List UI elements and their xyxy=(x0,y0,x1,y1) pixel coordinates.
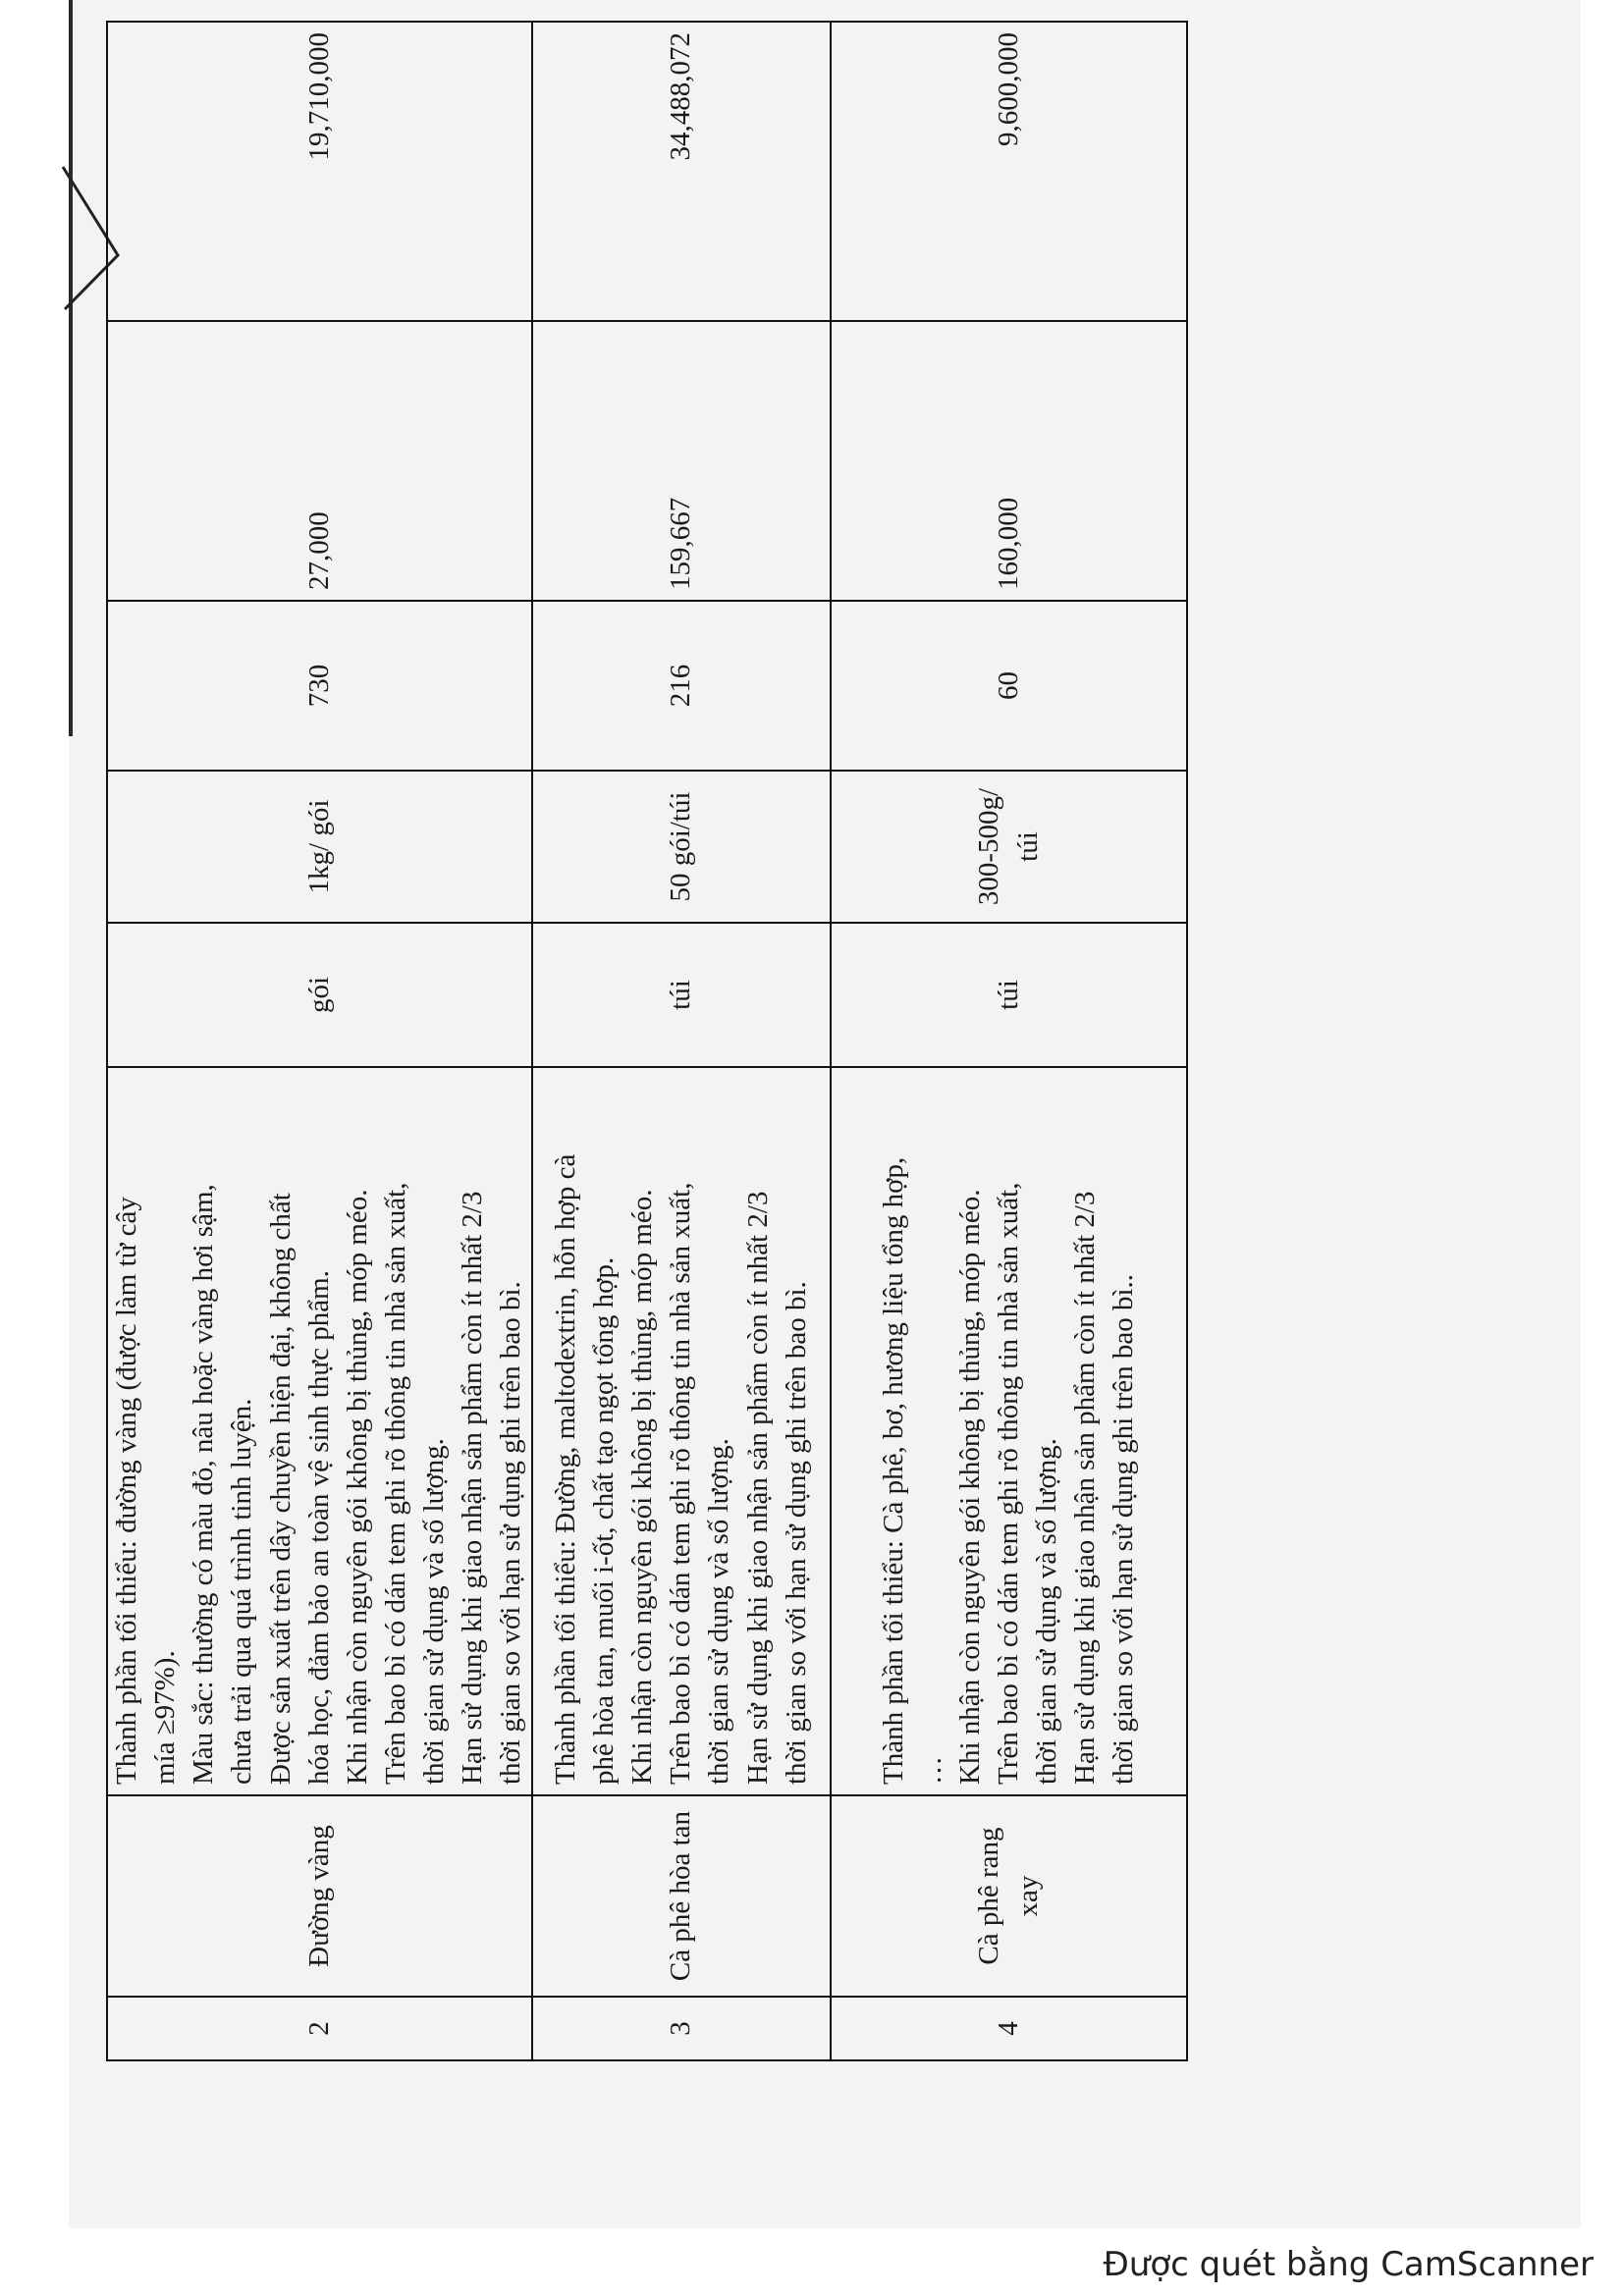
table-row xyxy=(107,22,532,2060)
spec-line: Hạn sử dụng khi giao nhận sản phẩm còn ít nhất 2/3 xyxy=(1069,1191,1102,1785)
spec-line: chưa trải qua quá trình tinh luyện. xyxy=(226,1398,258,1785)
spec-line: Được sản xuất trên dây chuyền hiện đại, không chất xyxy=(264,1193,297,1785)
product-name: Đường vàng xyxy=(107,1795,532,1997)
unit: túi xyxy=(532,923,832,1067)
total-amount: 34,488,072 xyxy=(532,22,832,321)
spec-line: thời gian sử dụng và số lượng. xyxy=(703,1438,735,1785)
product-spec xyxy=(107,1067,532,1795)
unit: gói xyxy=(107,923,532,1067)
row-number: 4 xyxy=(831,1997,1187,2060)
spec-line: thời gian sử dụng và số lượng. xyxy=(1031,1438,1063,1785)
spec-line: thời gian sử dụng và số lượng. xyxy=(418,1438,451,1785)
camscanner-watermark: Được quét bằng CamScanner xyxy=(1103,2245,1594,2284)
product-spec-table xyxy=(106,21,1188,2061)
spec-line: thời gian so với hạn sử dụng ghi trên bao bì.. xyxy=(1108,1273,1140,1785)
spec-line: Màu sắc: thường có màu đỏ, nâu hoặc vàng hơi sậm, xyxy=(188,1184,220,1785)
spec-line: thời gian so với hạn sử dụng ghi trên bao bì. xyxy=(780,1281,812,1785)
spec-line: Hạn sử dụng khi giao nhận sản phẩm còn ít nhất 2/3 xyxy=(457,1191,489,1785)
packaging: 50 gói/túi xyxy=(532,771,832,923)
product-name: Cà phê rang xay xyxy=(831,1795,1187,1997)
spec-line: thời gian so với hạn sử dụng ghi trên bao bì. xyxy=(495,1281,527,1785)
spec-line: phê hòa tan, muối i-ốt, chất tạo ngọt tổng hợp. xyxy=(587,1256,620,1785)
packaging: 1kg/ gói xyxy=(107,771,532,923)
table-row xyxy=(831,22,1187,2060)
spec-line: Thành phần tối thiểu: Đường, maltodextrin, hỗn hợp cà xyxy=(549,1153,581,1785)
row-number: 3 xyxy=(532,1997,832,2060)
spec-line: hóa học, đảm bảo an toàn vệ sinh thực phẩm. xyxy=(302,1270,335,1785)
row-number: 2 xyxy=(107,1997,532,2060)
spec-line: Trên bao bì có dán tem ghi rõ thông tin nhà sản xuất, xyxy=(992,1182,1024,1785)
total-amount: 9,600,000 xyxy=(831,22,1187,321)
spec-line: Khi nhận còn nguyên gói không bị thủng, móp méo. xyxy=(953,1189,986,1785)
unit: túi xyxy=(831,923,1187,1067)
spec-line: Thành phần tối thiểu: đường vàng (được làm từ cây xyxy=(111,1197,142,1785)
spec-line: … xyxy=(915,1756,947,1785)
quantity: 730 xyxy=(107,601,532,771)
table-body xyxy=(107,22,1187,2060)
page-edge-shadow xyxy=(69,0,73,736)
unit-price: 159,667 xyxy=(532,321,832,601)
quantity: 216 xyxy=(532,601,832,771)
product-name: Cà phê hòa tan xyxy=(532,1795,832,1997)
total-amount: 19,710,000 xyxy=(107,22,532,321)
product-spec xyxy=(831,1067,1187,1795)
product-spec xyxy=(532,1067,832,1795)
unit-price: 160,000 xyxy=(831,321,1187,601)
spec-line: Trên bao bì có dán tem ghi rõ thông tin nhà sản xuất, xyxy=(665,1182,697,1785)
spec-line: Hạn sử dụng khi giao nhận sản phẩm còn ít nhất 2/3 xyxy=(741,1191,774,1785)
spec-line: mía ≥97%). xyxy=(149,1650,182,1785)
spec-line: Thành phần tối thiểu: Cà phê, bơ, hương liệu tổng hợp, xyxy=(877,1156,909,1785)
spec-line: Trên bao bì có dán tem ghi rõ thông tin nhà sản xuất, xyxy=(379,1182,411,1785)
table-row xyxy=(532,22,832,2060)
spec-line: Khi nhận còn nguyên gói không bị thủng, móp méo. xyxy=(626,1189,659,1785)
rotated-table-container xyxy=(106,23,1188,2061)
quantity: 60 xyxy=(831,601,1187,771)
unit-price: 27,000 xyxy=(107,321,532,601)
spec-line: Khi nhận còn nguyên gói không bị thủng, móp méo. xyxy=(341,1189,373,1785)
packaging: 300-500g/ túi xyxy=(831,771,1187,923)
